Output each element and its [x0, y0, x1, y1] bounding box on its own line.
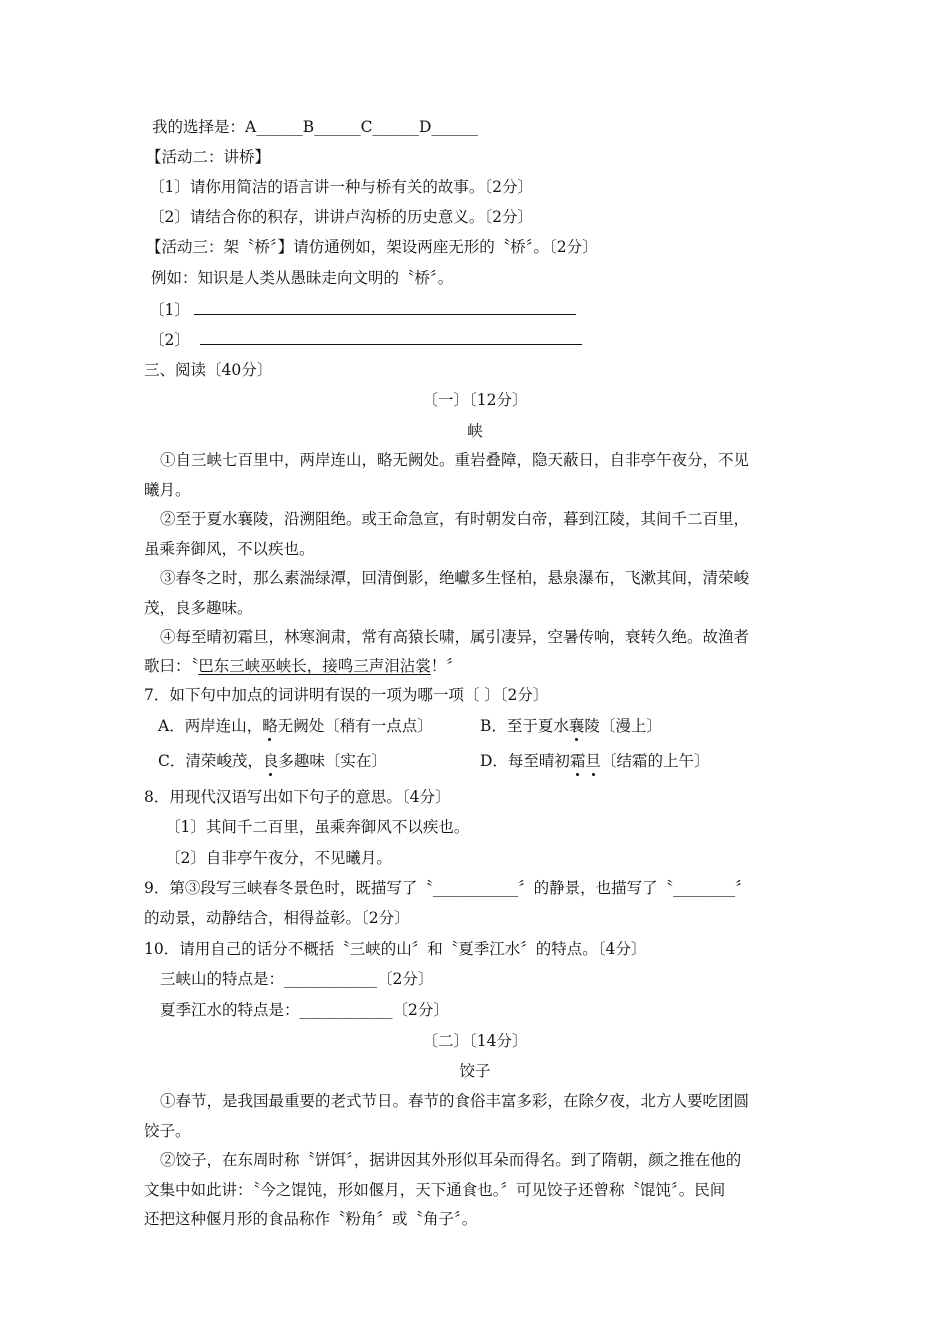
activity3-example: 例如：知识是人类从愚昧走向文明的〝桥〞。 [151, 269, 454, 287]
option-b-text: B．至于夏水 [480, 717, 569, 735]
activity2-title: 【活动二：讲桥】 [146, 148, 271, 166]
option-a-text: A．两岸连山， [158, 717, 263, 735]
question-7-option-a [158, 716, 433, 736]
fisher-song-underlined: 巴东三峡巫峡长，接鸣三声泪沾裳 [198, 657, 431, 675]
option-a-gloss: 无阙处〔稍有一点点〕 [277, 717, 433, 735]
question-10: 10．请用自己的话分不概括〝三峡的山〞和〝夏季江水〞的特点。〔4分〕 [144, 940, 647, 958]
passage-1-para-3: ③春冬之时，那么素湍绿潭，回清倒影，绝巘多生怪柏，悬泉瀑布，飞漱其间，清荣峻 [160, 569, 750, 587]
question-7-option-c [158, 751, 387, 771]
activity2-question-2: 〔2〕请结合你的积存，讲讲卢沟桥的历史意义。〔2分〕 [149, 208, 533, 226]
answer-blank-1 [149, 299, 576, 320]
answer-blank-1-label: 〔1〕 [149, 301, 190, 319]
question-7-option-b [480, 716, 662, 736]
fisher-song-end: ！〞 [430, 657, 462, 675]
reading-part-2-heading: 〔二〕〔14分〕 [422, 1032, 528, 1050]
option-c-text: C．清荣峻茂， [158, 752, 263, 770]
passage-2-para-2-cont-2: 还把这种偃月形的食品称作〝粉角〞或〝角子〞。 [144, 1210, 478, 1228]
passage-2-para-2-cont: 文集中如此讲：〝今之馄饨，形如偃月，天下通食也。〞可见饺子还曾称〝馄饨〞。民间 [144, 1181, 726, 1199]
passage-1-para-4: ④每至晴初霜旦，林寒涧肃，常有高猿长啸，属引凄异，空暑传响，衰转久绝。故渔者 [160, 628, 750, 646]
reading-part-1-heading: 〔一〕〔12分〕 [422, 391, 528, 409]
answer-blank-2 [149, 329, 582, 350]
passage-1-para-1-cont: 曦月。 [144, 481, 191, 499]
answer-blank-2-label: 〔2〕 [149, 331, 190, 349]
choice-line: 我的选择是：A______B______C______D______ [152, 118, 478, 136]
passage-2-para-1-cont: 饺子。 [144, 1122, 191, 1140]
option-b-gloss: 陵〔漫上〕 [584, 717, 662, 735]
option-c-dotted-word: 良 [262, 752, 279, 770]
question-8: 8．用现代汉语写出如下句子的意思。〔4分〕 [144, 788, 451, 806]
option-d-dotted-word-2: 旦 [585, 752, 601, 770]
activity3-prompt: 【活动三：架〝桥〞】请仿通例如，架设两座无形的〝桥〞。〔2分〕 [146, 238, 598, 256]
option-b-dotted-word: 襄 [568, 717, 585, 735]
option-d-gloss: 〔结霜的上午〕 [600, 752, 710, 770]
activity2-question-1: 〔1〕请你用简洁的语言讲一种与桥有关的故事。〔2分〕 [149, 178, 533, 196]
question-8-part-2: 〔2〕自非亭午夜分，不见曦月。 [165, 849, 392, 867]
question-7: 7．如下句中加点的词讲明有误的一项为哪一项〔 〕〔2分〕 [144, 686, 549, 704]
question-10-mountain: 三峡山的特点是：____________〔2分〕 [160, 970, 434, 988]
fisher-song-intro: 歌曰：〝 [144, 657, 199, 675]
passage-1-para-2: ②至于夏水襄陵，沿溯阻绝。或王命急宣，有时朝发白帝，暮到江陵，其间千二百里， [160, 510, 750, 528]
passage-2-para-2: ②饺子，在东周时称〝饼饵〞，据讲因其外形似耳朵而得名。到了隋朝，颜之推在他的 [160, 1151, 742, 1169]
question-10-river: 夏季江水的特点是：____________〔2分〕 [160, 1001, 449, 1019]
section-3-heading: 三、阅读〔40分〕 [144, 361, 273, 379]
option-a-dotted-word: 略 [262, 717, 278, 735]
answer-line-1 [194, 299, 576, 315]
passage-1-para-1: ①自三峡七百里中，两岸连山，略无阙处。重岩叠障，隐天蔽日，自非亭午夜分，不见 [160, 451, 750, 469]
passage-2-para-1: ①春节，是我国最重要的老式节日。春节的食俗丰富多彩，在除夕夜，北方人要吃团圆 [160, 1092, 750, 1110]
option-d-dotted-word-1: 霜 [569, 752, 586, 770]
passage-1-para-2-cont: 虽乘奔御风，不以疾也。 [144, 540, 315, 558]
option-c-gloss: 多趣味〔实在〕 [278, 752, 387, 770]
answer-line-2 [200, 329, 582, 345]
question-9: 9．第③段写三峡春冬景色时，既描写了〝___________〞的静景，也描写了〝________〞 [144, 879, 751, 897]
passage-1-para-3-cont: 茂，良多趣味。 [144, 599, 253, 617]
question-7-option-d [480, 751, 709, 771]
passage-1-title: 峡 [467, 422, 483, 440]
question-9-cont: 的动景，动静结合，相得益彰。〔2分〕 [144, 909, 410, 927]
option-d-text: D．每至晴初 [480, 752, 570, 770]
question-8-part-1: 〔1〕其间千二百里，虽乘奔御风不以疾也。 [165, 818, 470, 836]
passage-1-para-4-cont [144, 656, 462, 676]
passage-2-title: 饺子 [459, 1062, 491, 1080]
